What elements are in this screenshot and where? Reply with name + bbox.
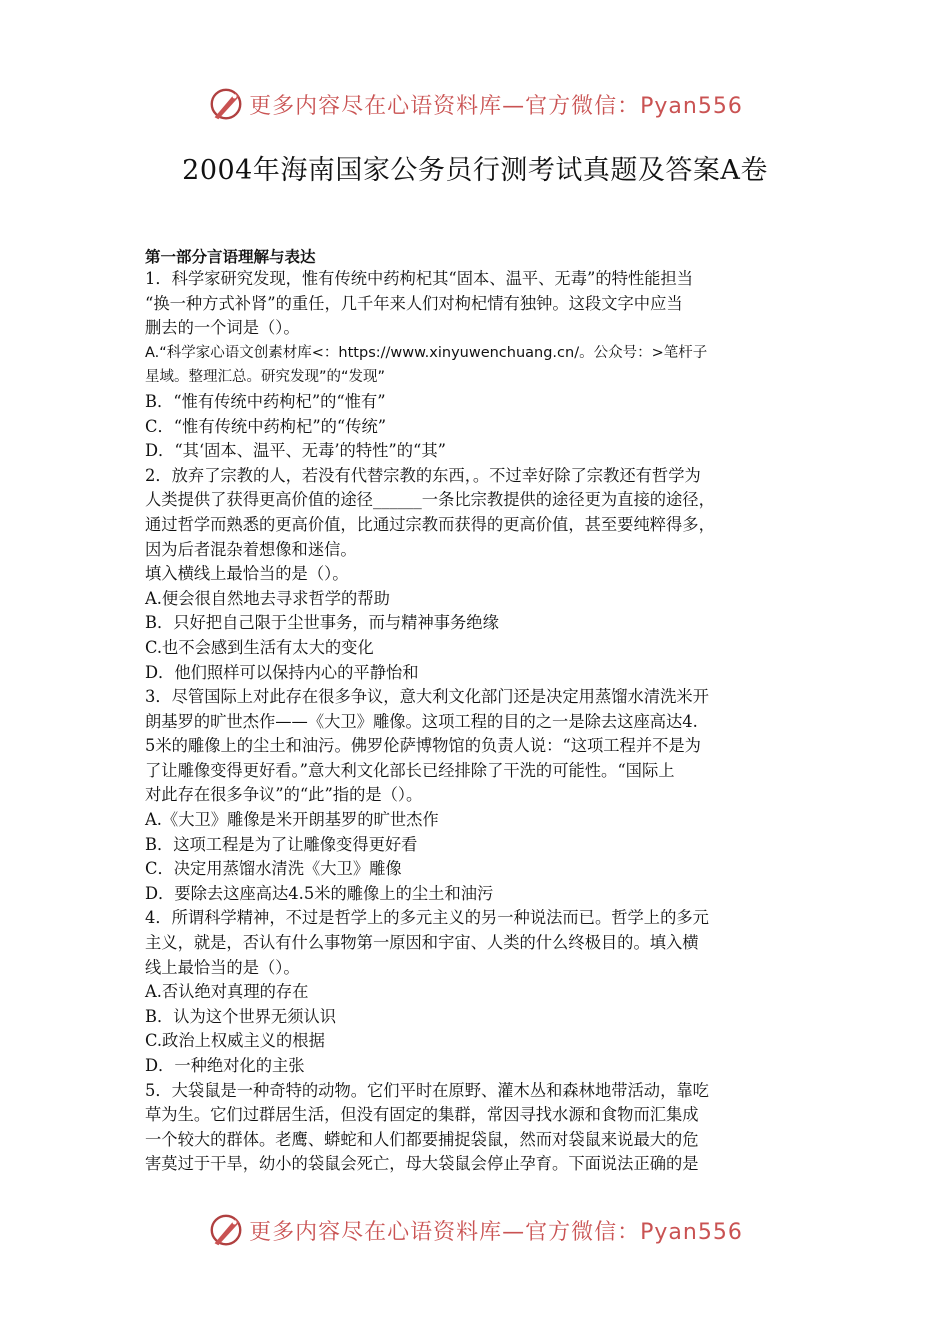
text-line: D．他们照样可以保持内心的平静怡和 <box>145 662 419 682</box>
text-line: A.“科学家心语文创素材库<：https://www.xinyuwenchuang.cn/。公众号：>笔杆子 <box>145 344 708 361</box>
text-line: 草为生。它们过群居生活，但没有固定的集群，常因寻找水源和食物而汇集成 <box>145 1105 699 1125</box>
watermark-text: 更多内容尽在心语资料库—官方微信：Pyan556 <box>249 93 743 119</box>
text-line: 朗基罗的旷世杰作——《大卫》雕像。这项工程的目的之一是除去这座高达4. <box>145 711 698 731</box>
text-line: B．只好把自己限于尘世事务，而与精神事务绝缘 <box>145 613 499 633</box>
text-line: 了让雕像变得更好看。”意大利文化部长已经排除了干洗的可能性。“国际上 <box>145 760 675 780</box>
text-line: 5．大袋鼠是一种奇特的动物。它们平时在原野、灌木丛和森林地带活动，靠吃 <box>145 1080 709 1100</box>
text-line: D．要除去这座高达4.5米的雕像上的尘土和油污 <box>145 883 494 903</box>
section-heading: 第一部分言语理解与表达 <box>145 248 316 266</box>
text-line: B．这项工程是为了让雕像变得更好看 <box>145 834 418 854</box>
pen-nib-icon <box>207 1211 245 1249</box>
text-line: 害莫过于干旱，幼小的袋鼠会死亡，母大袋鼠会停止孕育。下面说法正确的是 <box>145 1154 699 1174</box>
text-line: 人类提供了获得更高价值的途径______一条比宗教提供的途径更为直接的途径， <box>145 490 715 510</box>
text-line: B．“惟有传统中药枸杞”的“惟有” <box>145 391 386 411</box>
document-body <box>145 247 810 1177</box>
text-line: B．认为这个世界无须认识 <box>145 1006 337 1026</box>
pen-nib-icon <box>207 85 245 123</box>
text-line: 通过哲学而熟悉的更高价值，比通过宗教而获得的更高价值，甚至要纯粹得多， <box>145 514 715 534</box>
text-line: 因为后者混杂着想像和迷信。 <box>145 539 357 559</box>
text-line: C．“惟有传统中药枸杞”的“传统” <box>145 416 387 436</box>
text-line: C.也不会感到生活有太大的变化 <box>145 637 374 657</box>
text-line: A.便会很自然地去寻求哲学的帮助 <box>145 588 390 608</box>
text-line: A.否认绝对真理的存在 <box>145 982 309 1002</box>
document-title: 2004年海南国家公务员行测考试真题及答案A卷 <box>182 155 768 186</box>
watermark-text: 更多内容尽在心语资料库—官方微信：Pyan556 <box>249 1219 743 1245</box>
text-line: D．一种绝对化的主张 <box>145 1056 305 1075</box>
text-line: “换一种方式补肾”的重任，几千年来人们对枸杞情有独钟。这段文字中应当 <box>145 293 683 313</box>
text-line: 对此存在很多争议”的“此”指的是（）。 <box>145 785 423 805</box>
text-line: D．“其‘固本、温平、无毒’的特性”的“其” <box>145 441 446 461</box>
text-line: 5米的雕像上的尘土和油污。佛罗伦萨博物馆的负责人说：“这项工程并不是为 <box>145 736 701 756</box>
text-line: A.《大卫》雕像是米开朗基罗的旷世杰作 <box>145 810 439 830</box>
text-line: 一个较大的群体。老鹰、蟒蛇和人们都要捕捉袋鼠，然而对袋鼠来说最大的危 <box>145 1129 699 1149</box>
watermark-banner-bottom <box>0 1208 950 1252</box>
text-line: 4．所谓科学精神，不过是哲学上的多元主义的另一种说法而已。哲学上的多元 <box>145 908 709 928</box>
text-line: C．决定用蒸馏水清洗《大卫》雕像 <box>145 859 402 879</box>
text-line: 填入横线上最恰当的是（）。 <box>145 564 349 584</box>
text-line: 2．放弃了宗教的人，若没有代替宗教的东西，。不过幸好除了宗教还有哲学为 <box>145 465 701 485</box>
text-line: 线上最恰当的是（）。 <box>145 957 300 977</box>
text-line: 星域。整理汇总。研究发现”的“发现” <box>145 369 386 386</box>
watermark-banner-top <box>0 82 950 126</box>
text-line: 1．科学家研究发现，惟有传统中药枸杞其“固本、温平、无毒”的特性能担当 <box>145 269 694 288</box>
text-line: 3．尽管国际上对此存在很多争议，意大利文化部门还是决定用蒸馏水清洗米开 <box>145 687 709 707</box>
text-line: 主义，就是，否认有什么事物第一原因和宇宙、人类的什么终极目的。填入横 <box>145 933 699 953</box>
text-line: 删去的一个词是（）。 <box>145 318 300 338</box>
text-line: C.政治上权威主义的根据 <box>145 1031 325 1051</box>
